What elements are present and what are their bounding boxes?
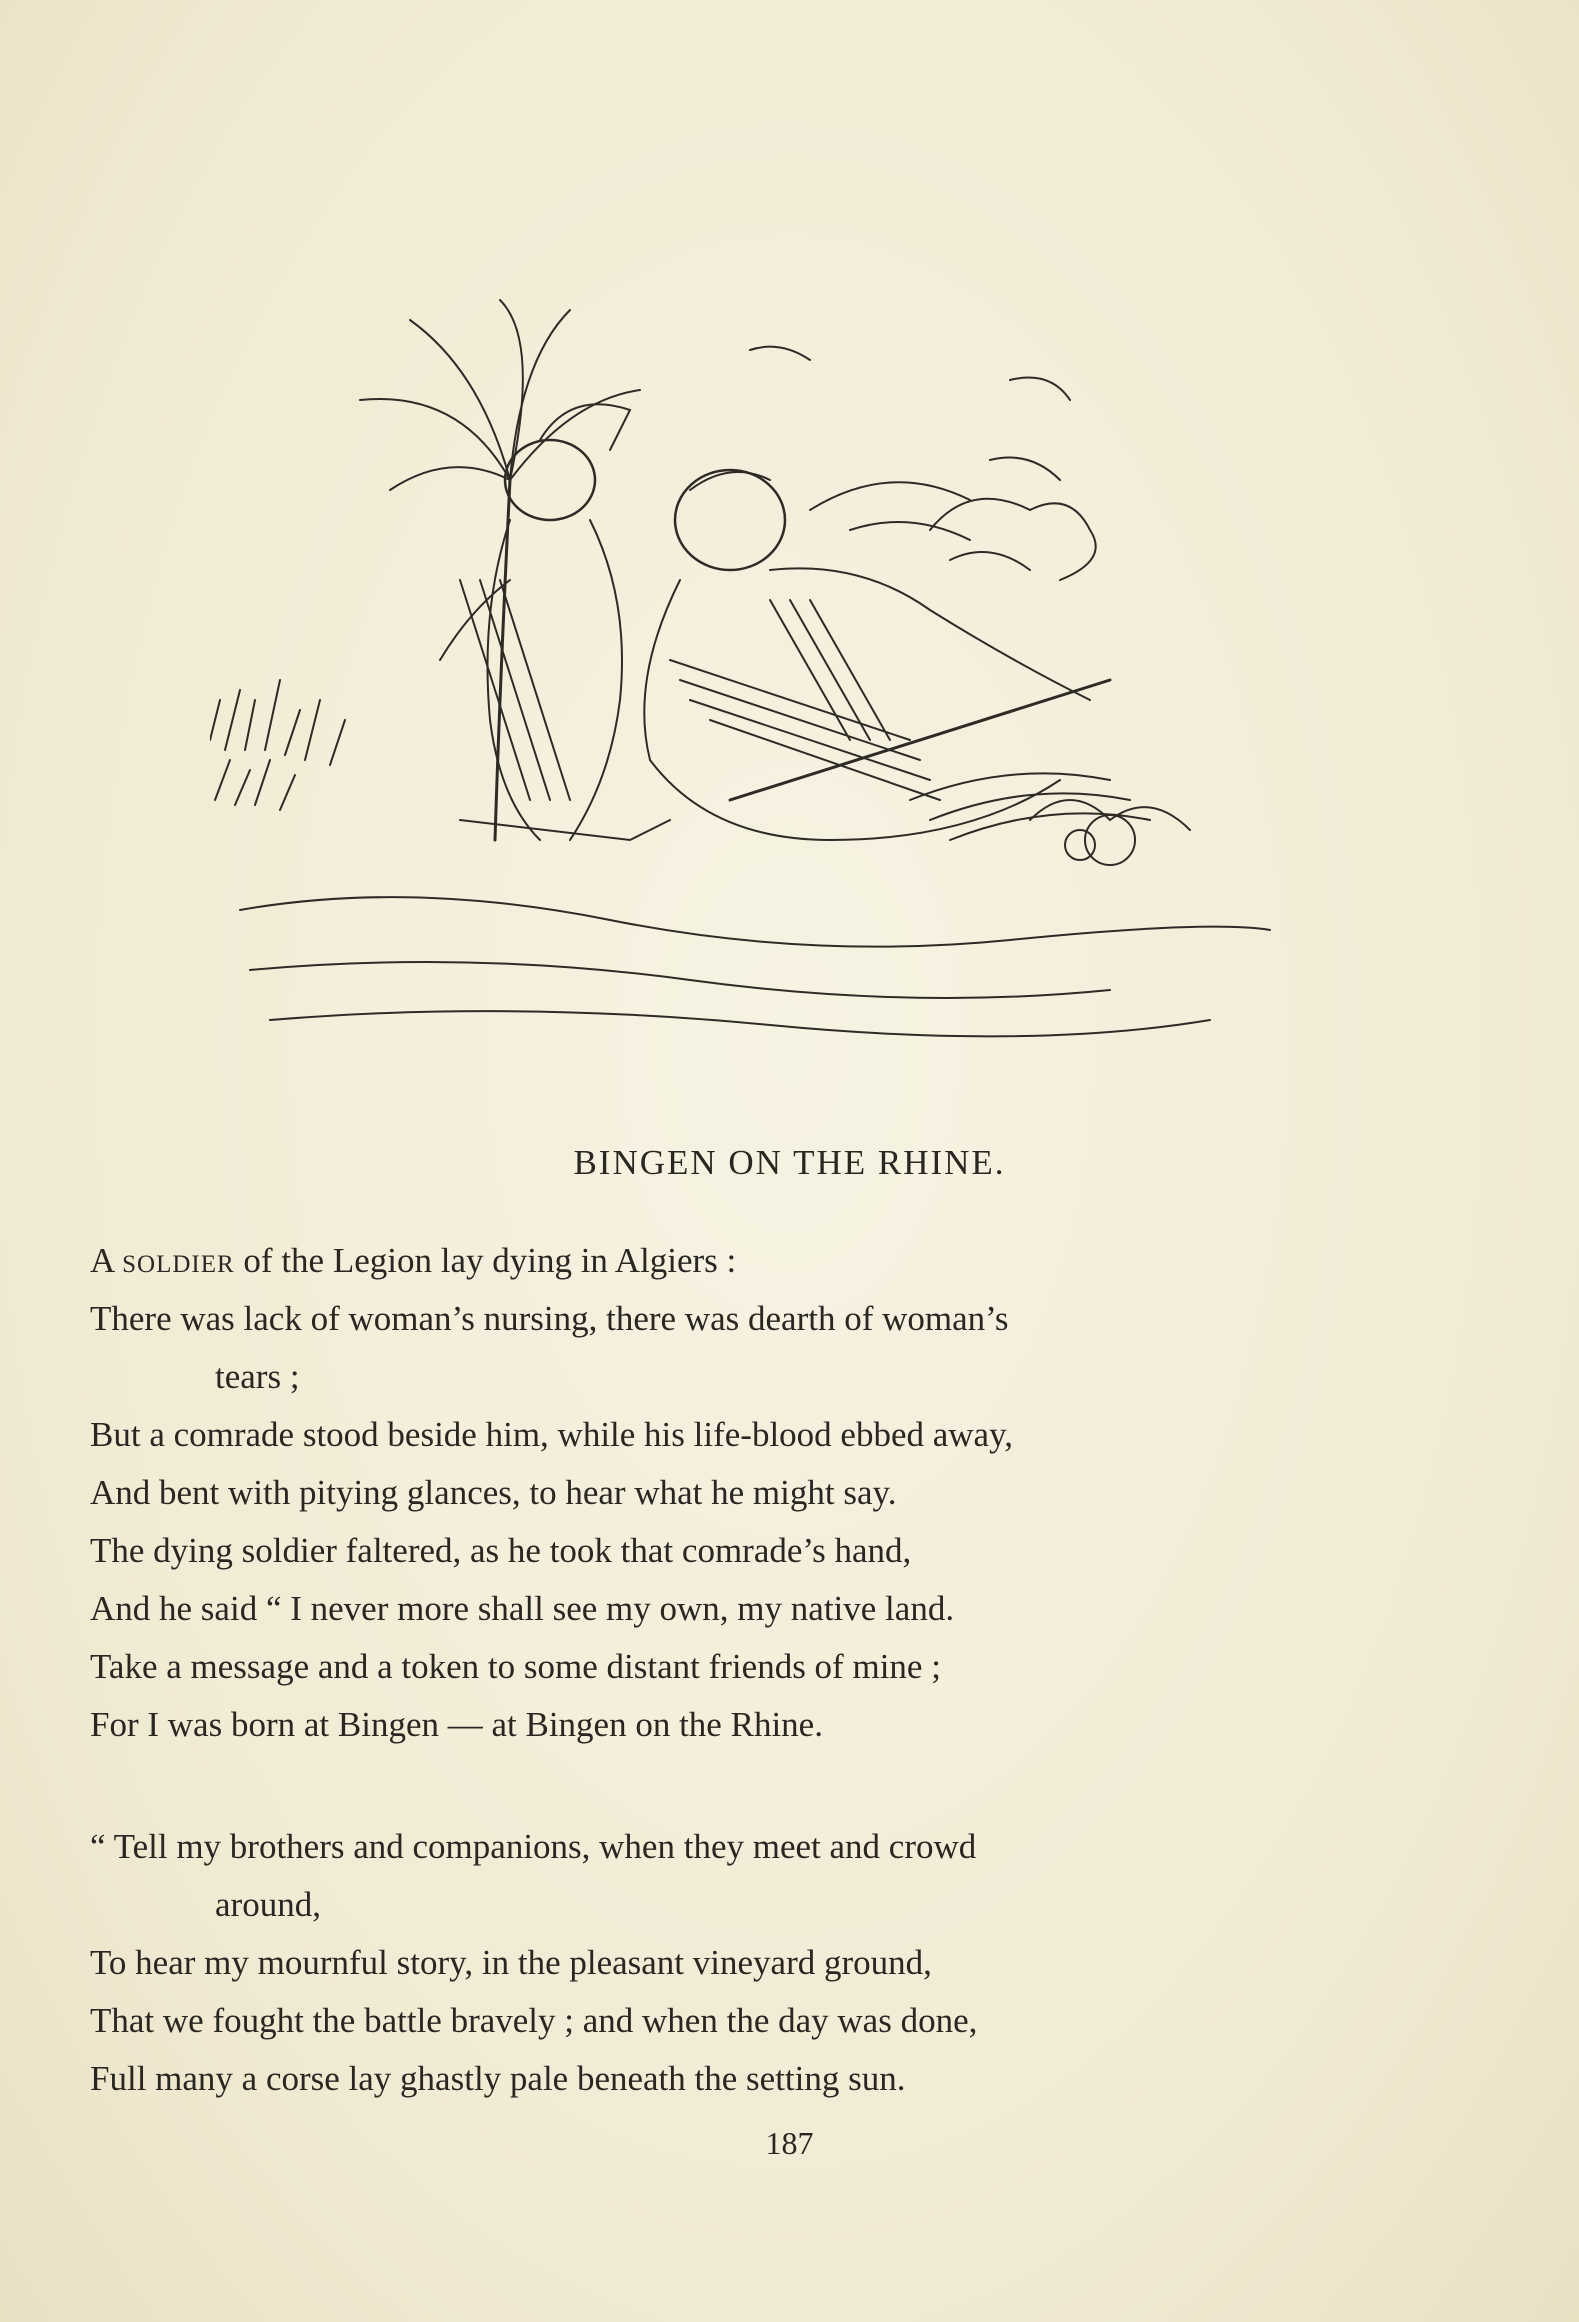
engraving-illustration <box>210 280 1300 1080</box>
drop-word-first-letter: A <box>90 1241 114 1280</box>
poem-line <box>90 1232 1490 1290</box>
poem-line: There was lack of woman’s nursing, there was dearth of woman’s <box>90 1299 1009 1338</box>
drop-word-smallcaps: soldier <box>122 1241 235 1280</box>
poem-line: For I was born at Bingen — at Bingen on the Rhine. <box>90 1705 823 1744</box>
first-line-rest: of the Legion lay dying in Algiers : <box>243 1241 737 1280</box>
page-number: 187 <box>765 2125 814 2161</box>
poem-line: And he said “ I never more shall see my own, my native land. <box>90 1589 955 1628</box>
poem-title: BINGEN ON THE RHINE. <box>573 1143 1006 1182</box>
poem-line: Take a message and a token to some distant friends of mine ; <box>90 1647 941 1686</box>
poem-line: But a comrade stood beside him, while his life-blood ebbed away, <box>90 1415 1014 1454</box>
poem-line: Full many a corse lay ghastly pale beneath the setting sun. <box>90 2059 906 2098</box>
poem-line: “ Tell my brothers and companions, when they meet and crowd <box>90 1827 977 1866</box>
poem-line-continuation: around, <box>215 1885 321 1924</box>
poem-line: The dying soldier faltered, as he took that comrade’s hand, <box>90 1531 912 1570</box>
stanza-1 <box>90 1232 1490 1754</box>
poem-line-continuation: tears ; <box>215 1357 300 1396</box>
poem-line: And bent with pitying glances, to hear what he might say. <box>90 1473 897 1512</box>
stanza-2 <box>90 1818 1490 2108</box>
poem-line: To hear my mournful story, in the pleasant vineyard ground, <box>90 1943 932 1982</box>
soldiers-engraving <box>210 280 1300 1080</box>
poem-line: That we fought the battle bravely ; and when the day was done, <box>90 2001 978 2040</box>
